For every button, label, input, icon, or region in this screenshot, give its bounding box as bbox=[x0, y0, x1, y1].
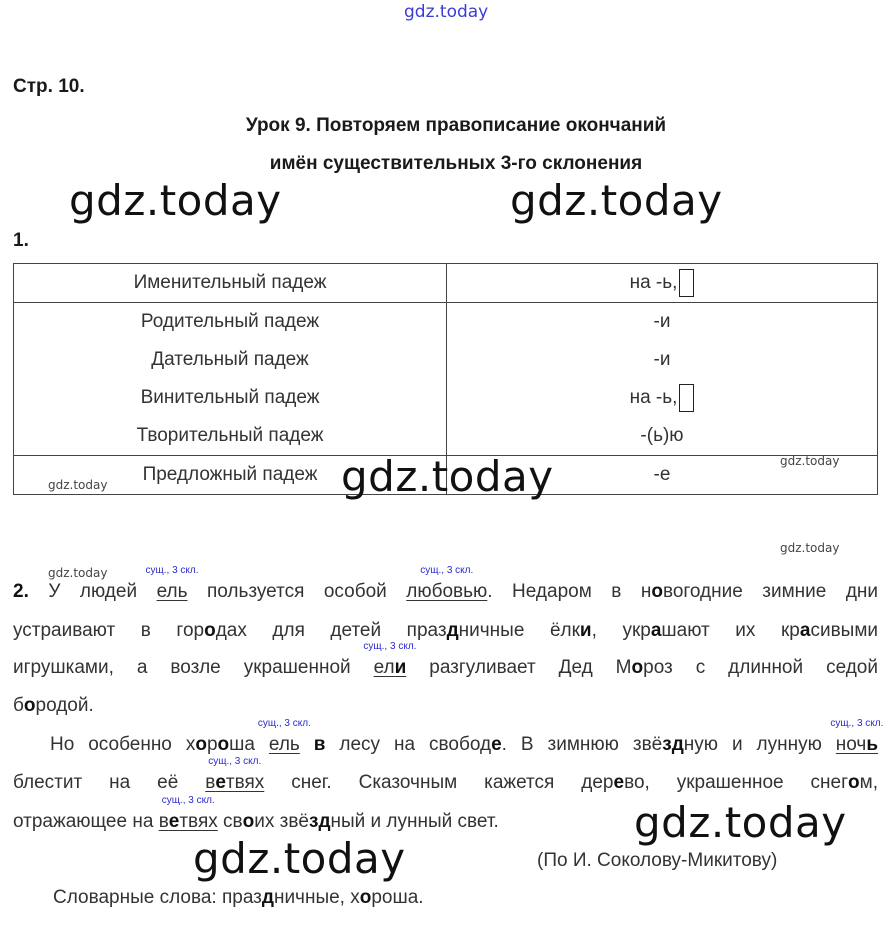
noun-note: сущ., 3 скл. bbox=[208, 756, 262, 767]
case-ending bbox=[447, 341, 878, 379]
page-label: Стр. 10. bbox=[13, 76, 85, 97]
case-name: Родительный падеж bbox=[14, 303, 447, 342]
watermark-large: gdz.today bbox=[69, 176, 282, 225]
case-ending-text: -и bbox=[653, 349, 671, 370]
case-ending bbox=[447, 379, 878, 417]
case-ending-text: -и bbox=[653, 311, 671, 332]
watermark-small: gdz.today bbox=[48, 478, 108, 492]
noun-note: сущ., 3 скл. bbox=[257, 718, 311, 729]
text-line: устраивают в городах для детей праздничные ёлки, украшают их красивыми bbox=[13, 620, 878, 641]
lesson-title-line-2: имён существительных 3-го склонения bbox=[269, 153, 643, 174]
watermark-large: gdz.today bbox=[510, 176, 723, 225]
case-ending-text: на -ь, bbox=[629, 387, 678, 409]
underlined-noun: сущ., 3 скл. ель bbox=[145, 565, 199, 602]
underlined-noun: сущ., 3 скл. любовью bbox=[406, 565, 488, 602]
watermark-small: gdz.today bbox=[780, 541, 840, 555]
case-row bbox=[14, 417, 878, 456]
watermark-small: gdz.today bbox=[48, 566, 108, 580]
case-row bbox=[14, 264, 878, 303]
text-line: Но особенно хороша сущ., 3 скл. ель в лесу на свободе. В зимнюю звёздную и лунную сущ., 3 скл. ночь bbox=[50, 718, 884, 755]
case-ending-text: -(ь)ю bbox=[640, 425, 684, 446]
dictionary-words: Словарные слова: праздничные, хороша. bbox=[53, 887, 424, 908]
watermark-top: gdz.today bbox=[404, 2, 489, 22]
case-name: Предложный падеж bbox=[14, 456, 447, 495]
underlined-noun: сущ., 3 скл. ночь bbox=[830, 718, 884, 755]
watermark-large: gdz.today bbox=[341, 452, 554, 501]
underlined-noun: сущ., 3 скл. ветвях bbox=[205, 756, 265, 793]
empty-box-icon bbox=[679, 384, 694, 412]
text-line: блестит на её сущ., 3 скл. ветвях снег. Сказочным кажется дерево, украшенное снегом, bbox=[13, 756, 878, 793]
lesson-title-line-1: Урок 9. Повторяем правописание окончаний bbox=[245, 115, 667, 136]
text-line: бородой. bbox=[13, 695, 94, 716]
case-row bbox=[14, 379, 878, 417]
underlined-noun: сущ., 3 скл. ель bbox=[257, 718, 311, 755]
watermark-large: gdz.today bbox=[193, 834, 406, 883]
underlined-noun: сущ., 3 скл. ели bbox=[363, 641, 417, 678]
watermark-small: gdz.today bbox=[780, 454, 840, 468]
noun-note: сущ., 3 скл. bbox=[363, 641, 417, 652]
empty-box-icon bbox=[679, 269, 694, 297]
case-ending bbox=[447, 303, 878, 342]
noun-note: сущ., 3 скл. bbox=[420, 565, 474, 576]
attribution: (По И. Соколову-Микитову) bbox=[537, 850, 778, 871]
case-name: Дательный падеж bbox=[14, 341, 447, 379]
text-line: 2. У людей сущ., 3 скл. ель пользуется особой сущ., 3 скл. любовью. Недаром в новогодние зимние дни bbox=[13, 565, 879, 602]
case-row bbox=[14, 341, 878, 379]
noun-note: сущ., 3 скл. bbox=[145, 565, 199, 576]
underlined-noun: сущ., 3 скл. ветвях bbox=[158, 795, 218, 832]
case-ending-text: на -ь, bbox=[629, 272, 678, 294]
watermark-large: gdz.today bbox=[634, 798, 847, 847]
exercise-2-number: 2. bbox=[13, 581, 29, 602]
case-ending bbox=[447, 264, 878, 303]
case-ending-text: -е bbox=[653, 464, 671, 485]
text-line: отражающее на сущ., 3 скл. ветвях своих звёздный и лунный свет. bbox=[13, 795, 499, 832]
noun-note: сущ., 3 скл. bbox=[161, 795, 215, 806]
noun-note: сущ., 3 скл. bbox=[830, 718, 884, 729]
case-name: Именительный падеж bbox=[14, 264, 447, 303]
exercise-1-number: 1. bbox=[13, 230, 29, 251]
case-ending bbox=[447, 417, 878, 456]
case-name: Творительный падеж bbox=[14, 417, 447, 456]
text-line: игрушками, а возле украшенной сущ., 3 скл. ели разгуливает Дед Мороз с длинной седой bbox=[13, 641, 878, 678]
case-name: Винительный падеж bbox=[14, 379, 447, 417]
case-row bbox=[14, 303, 878, 342]
